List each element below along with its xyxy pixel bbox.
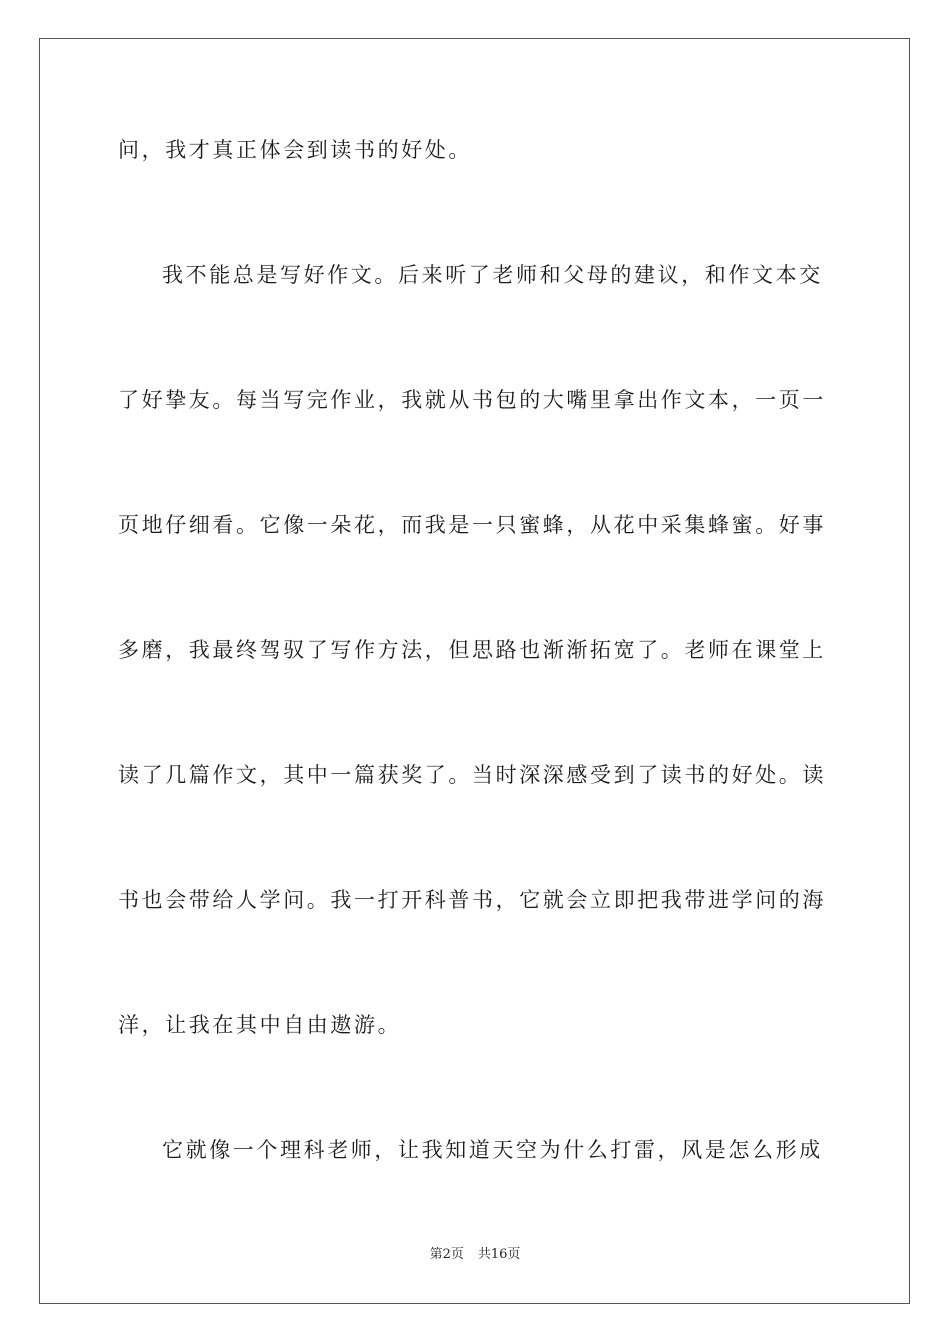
page-frame [39,38,910,1304]
page-number: 第2页 [429,1247,464,1262]
text-line-1: 问，我才真正体会到读书的好处。 [118,138,472,162]
text-line-9: 它就像一个理科老师，让我知道天空为什么打雷，风是怎么形成 [162,1138,823,1162]
page-footer [0,1246,950,1264]
page-total: 共16页 [477,1247,521,1262]
text-line-7: 书也会带给人学问。我一打开科普书，它就会立即把我带进学问的海 [118,888,826,912]
text-line-3: 了好挚友。每当写完作业，我就从书包的大嘴里拿出作文本，一页一 [118,388,826,412]
text-line-8: 洋，让我在其中自由遨游。 [118,1013,402,1037]
text-line-5: 多磨，我最终驾驭了写作方法，但思路也渐渐拓宽了。老师在课堂上 [118,638,826,662]
text-line-4: 页地仔细看。它像一朵花，而我是一只蜜蜂，从花中采集蜂蜜。好事 [118,513,826,537]
text-line-6: 读了几篇作文，其中一篇获奖了。当时深深感受到了读书的好处。读 [118,763,826,787]
text-line-2: 我不能总是写好作文。后来听了老师和父母的建议，和作文本交 [162,263,823,287]
